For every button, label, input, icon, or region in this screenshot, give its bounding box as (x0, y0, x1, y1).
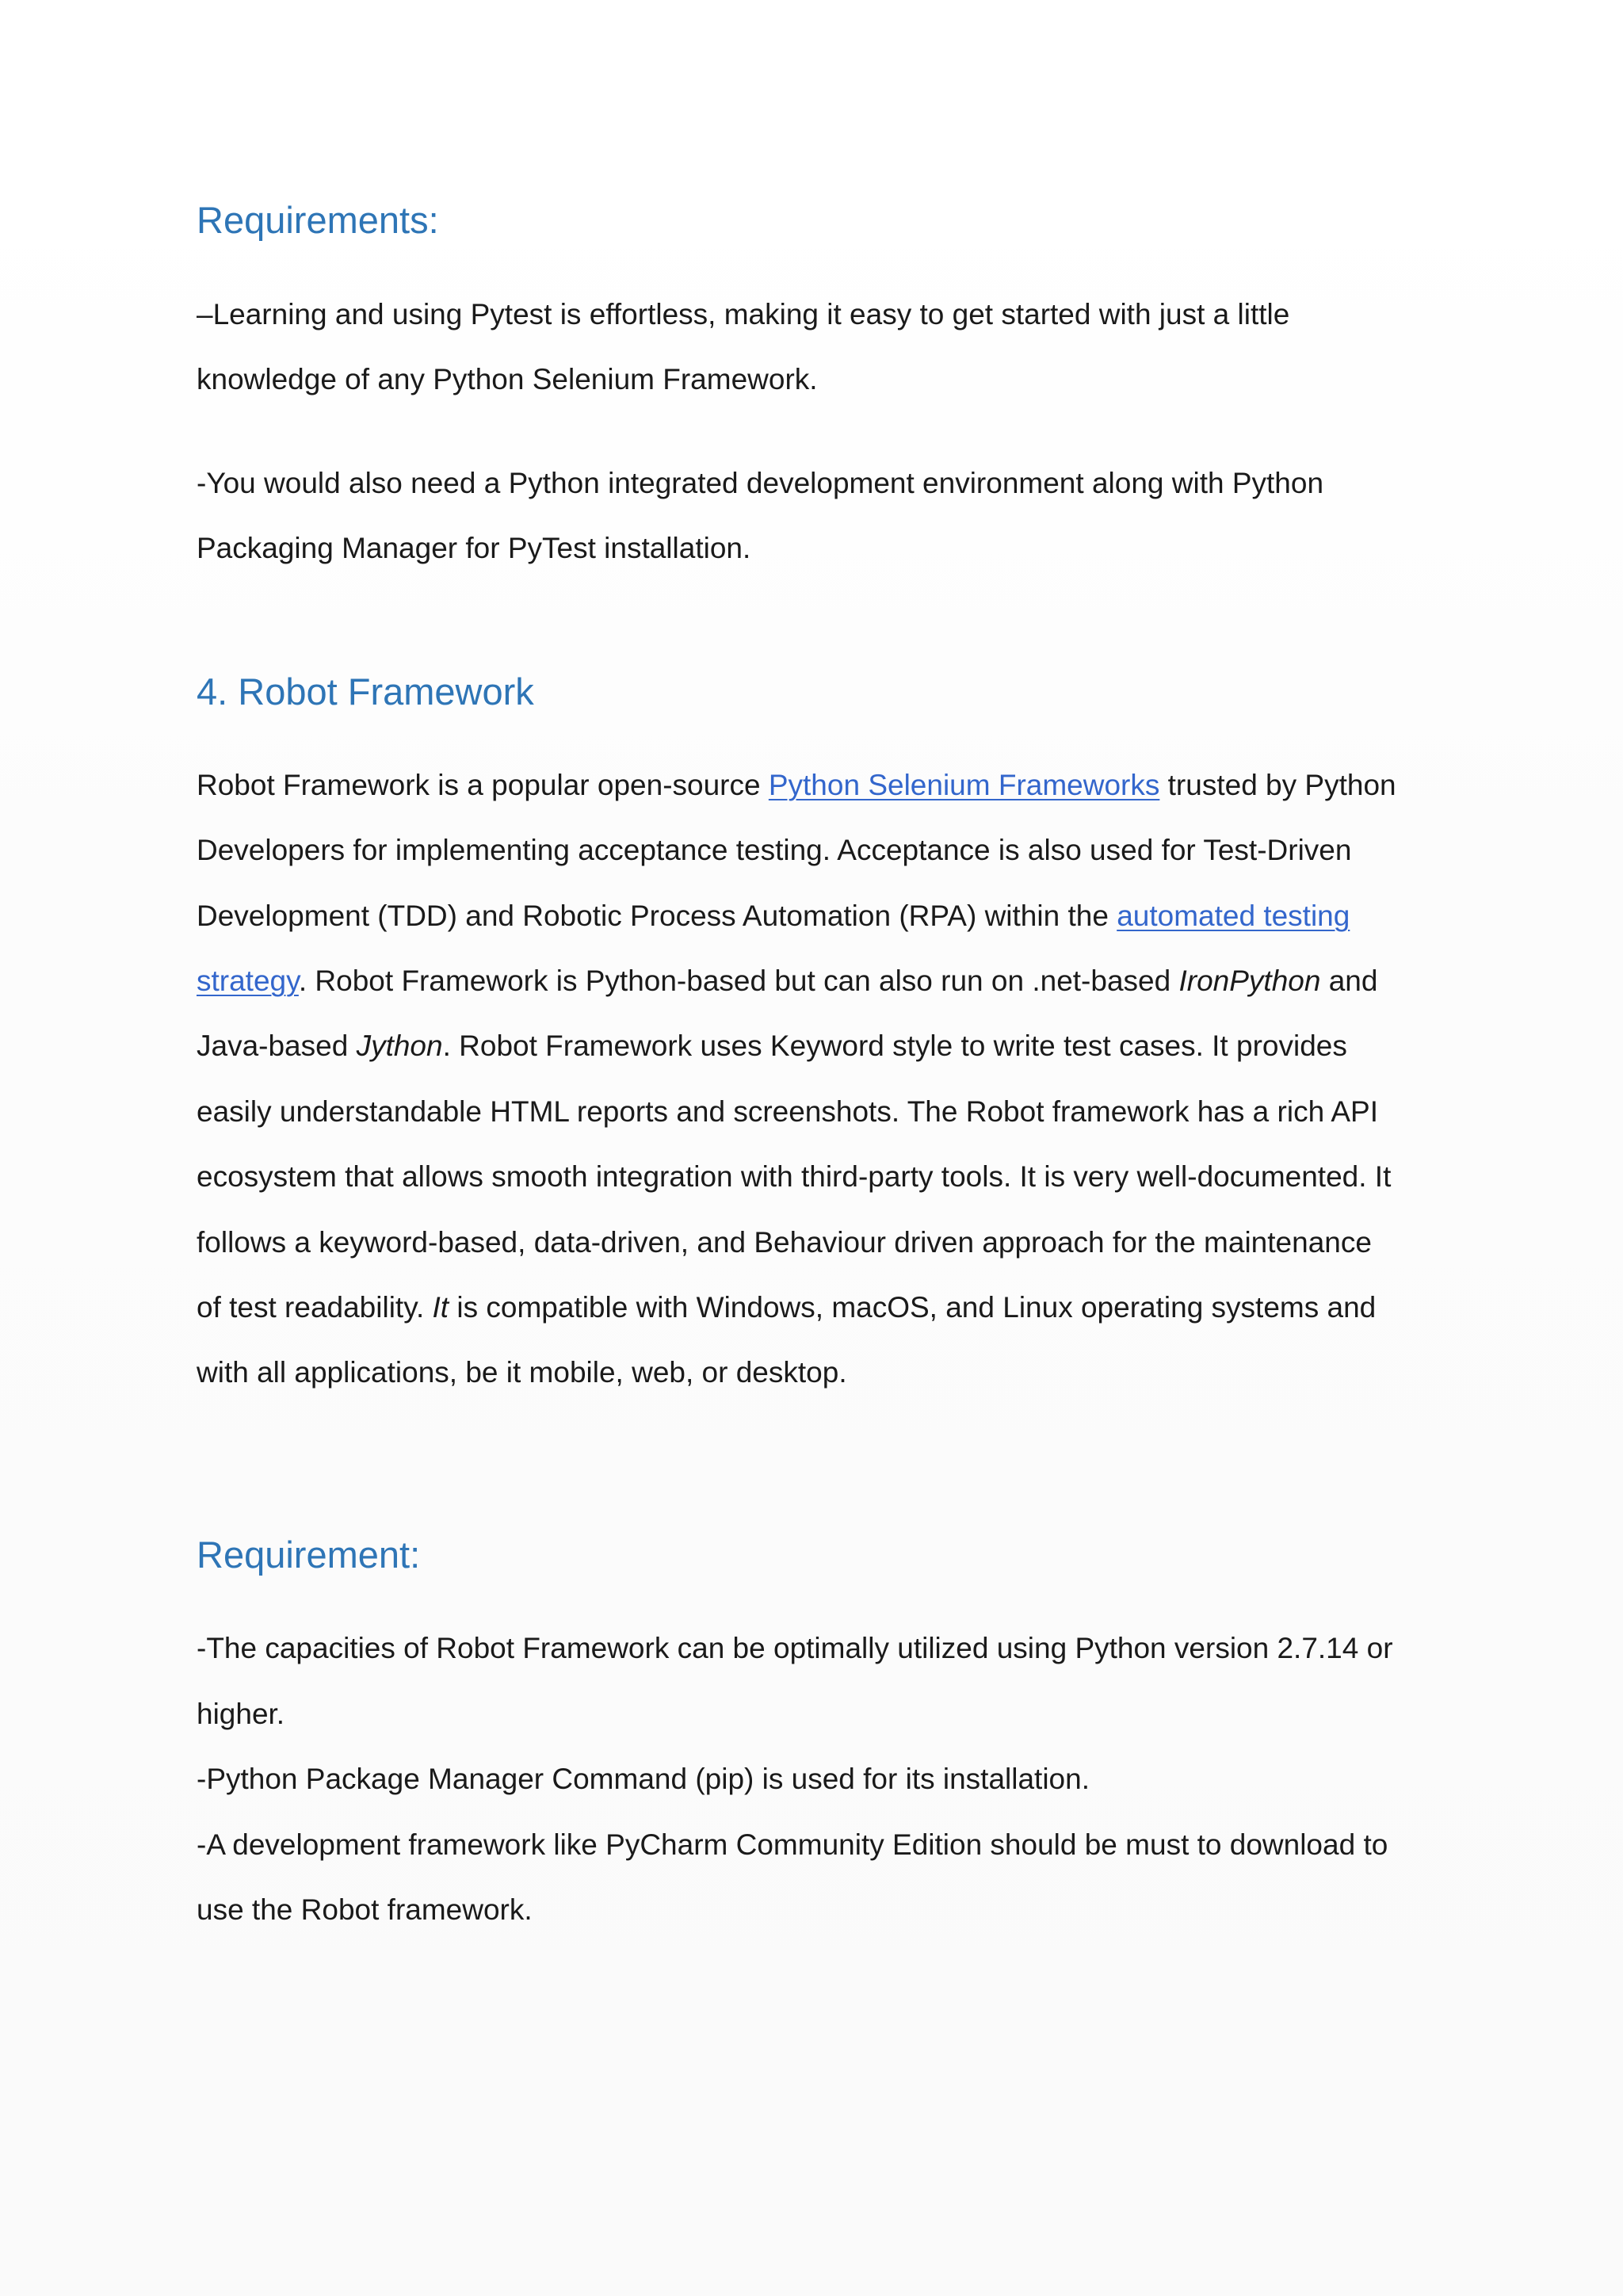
automated-testing-strategy-link-continued[interactable]: strategy (197, 965, 299, 997)
text-run: Development (TDD) and Robotic Process Automation (RPA) within the (197, 900, 1117, 932)
text-run: and (1320, 965, 1378, 997)
paragraph-line: use the Robot framework. (197, 1893, 533, 1926)
heading-robot-framework: 4. Robot Framework (197, 670, 534, 712)
heading-requirement: Requirement: (197, 1534, 421, 1576)
text-run: is compatible with Windows, macOS, and Linux operating systems and (449, 1291, 1377, 1324)
paragraph-line (197, 966, 1377, 995)
paragraph-line: knowledge of any Python Selenium Framework. (197, 363, 818, 395)
paragraph-line: -The capacities of Robot Framework can be optimally utilized using Python version 2.7.14 or (197, 1632, 1393, 1664)
text-run: trusted by Python (1159, 769, 1396, 801)
paragraph-line (197, 770, 1396, 800)
text-run: Robot Framework is a popular open-source (197, 769, 769, 801)
text-run: . Robot Framework is Python-based but can also run on .net-based (298, 965, 1179, 997)
automated-testing-strategy-link[interactable]: automated testing (1117, 900, 1350, 932)
paragraph-line (197, 1031, 1347, 1060)
paragraph-line: -Python Package Manager Command (pip) is used for its installation. (197, 1763, 1090, 1795)
paragraph-line: -You would also need a Python integrated development environment along with Python (197, 467, 1324, 499)
paragraph-line (197, 1293, 1376, 1322)
paragraph-line: -A development framework like PyCharm Community Edition should be must to download to (197, 1828, 1388, 1861)
paragraph-line: –Learning and using Pytest is effortless, making it easy to get started with just a little (197, 298, 1290, 330)
italic-text: IronPython (1178, 965, 1321, 997)
heading-requirements: Requirements: (197, 199, 439, 241)
italic-text: It (432, 1291, 449, 1324)
paragraph-line: Developers for implementing acceptance testing. Acceptance is also used for Test-Driven (197, 834, 1352, 866)
python-selenium-frameworks-link[interactable]: Python Selenium Frameworks (768, 769, 1160, 801)
text-run: . Robot Framework uses Keyword style to write test cases. It provides (442, 1030, 1347, 1062)
paragraph-line (197, 901, 1350, 930)
paragraph-line: Packaging Manager for PyTest installation. (197, 532, 751, 564)
text-run: Java-based (197, 1030, 357, 1062)
paragraph-line: follows a keyword-based, data-driven, and Behaviour driven approach for the maintenance (197, 1226, 1372, 1259)
paragraph-line: ecosystem that allows smooth integration with third-party tools. It is very well-documented. It (197, 1160, 1392, 1193)
paragraph-line: easily understandable HTML reports and screenshots. The Robot framework has a rich API (197, 1095, 1379, 1128)
text-run: of test readability. (197, 1291, 433, 1324)
paragraph-line: higher. (197, 1698, 285, 1730)
italic-text: Jython (356, 1030, 443, 1062)
paragraph-line: with all applications, be it mobile, web, or desktop. (197, 1356, 847, 1389)
